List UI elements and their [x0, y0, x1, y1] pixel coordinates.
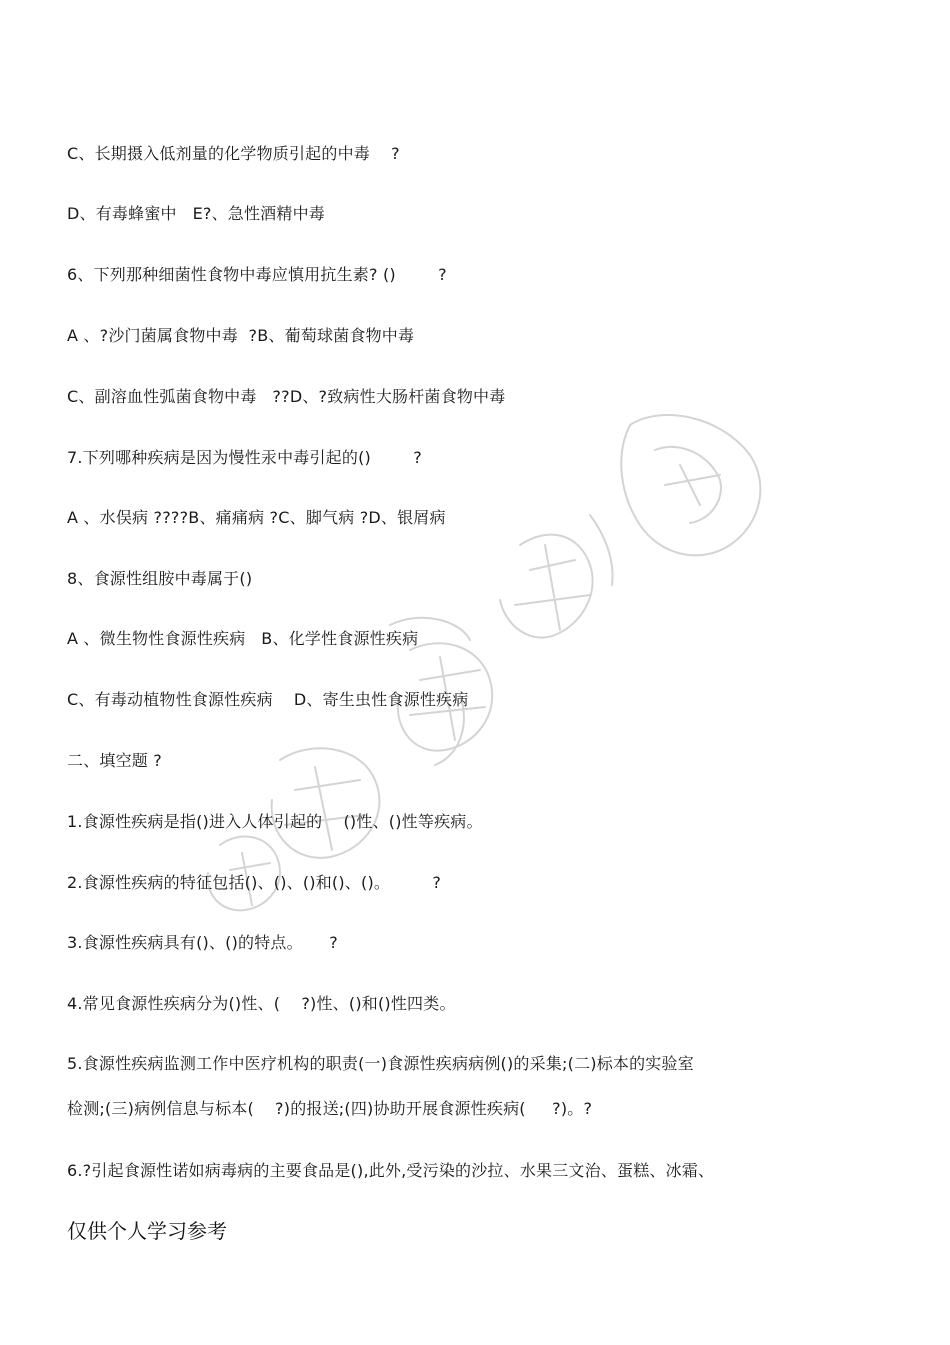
- text-line-15: 4.常见食源性疾病分为()性、( ?)性、()和()性四类。: [67, 994, 456, 1013]
- text-line-6: 7.下列哪种疾病是因为慢性汞中毒引起的() ?: [67, 448, 422, 467]
- text-line-10: C、有毒动植物性食源性疾病 D、寄生虫性食源性疾病: [67, 690, 469, 709]
- footer-note: 仅供个人学习参考: [67, 1219, 227, 1243]
- text-line-18: 6.?引起食源性诺如病毒病的主要食品是(),此外,受污染的沙拉、水果三文治、蛋糕、冰霜、: [67, 1161, 715, 1180]
- text-line-1: C、长期摄入低剂量的化学物质引起的中毒 ?: [67, 144, 400, 163]
- watermark-stamp: [160, 395, 800, 955]
- text-line-4: A 、?沙门菌属食物中毒 ?B、葡萄球菌食物中毒: [67, 326, 415, 345]
- text-line-14: 3.食源性疾病具有()、()的特点。 ?: [67, 933, 338, 952]
- text-line-8: 8、食源性组胺中毒属于(): [67, 569, 253, 588]
- text-line-3: 6、下列那种细菌性食物中毒应慎用抗生素? () ?: [67, 265, 447, 284]
- text-line-9: A 、微生物性食源性疾病 B、化学性食源性疾病: [67, 629, 419, 648]
- text-line-16: 5.食源性疾病监测工作中医疗机构的职责(一)食源性疾病病例()的采集;(二)标本的实验室: [67, 1054, 694, 1073]
- text-line-13: 2.食源性疾病的特征包括()、()、()和()、()。 ?: [67, 873, 442, 892]
- text-line-17: 检测;(三)病例信息与标本( ?)的报送;(四)协助开展食源性疾病( ?)。?: [67, 1099, 593, 1118]
- text-line-7: A 、水俣病 ????B、痛痛病 ?C、脚气病 ?D、银屑病: [67, 508, 446, 527]
- text-line-5: C、副溶血性弧菌食物中毒 ??D、?致病性大肠杆菌食物中毒: [67, 387, 506, 406]
- text-line-2: D、有毒蜂蜜中 E?、急性酒精中毒: [67, 204, 325, 223]
- text-line-12: 1.食源性疾病是指()进入人体引起的 ()性、()性等疾病。: [67, 812, 483, 831]
- section-heading: 二、填空题 ?: [67, 751, 162, 770]
